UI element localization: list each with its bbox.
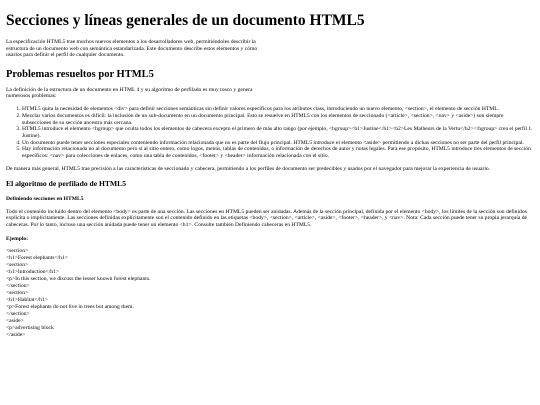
defining-sections-paragraph: Todo el contenido incluido dentro del elemento <body> es parte de una sección. Las secciones en HTML5 pueden ser anidadas. Además de la sección principal, definida por el elemento <body>, los límites de la sección son definidos explícita o implícitamente. Las secciones definidas explícitamente son el contenido definido en las etiquetas <body>, <section>, <article>, <aside>, <footer>, <header>, y <nav>. Nota: Cada sección puede tener su propia jerarquía de cabeceras. Por lo tanto, incluso una sección anidada puede tener un elemento <h1>. Consulte también Definiendo cabeceras en HTML5. (6, 208, 528, 228)
page-title: Secciones y líneas generales de un documento HTML5 (6, 12, 365, 29)
code-line: <p>Forest elephants do not live in trees but among them. (6, 303, 134, 310)
list-item: 1. HTML5 quita la necesidad de elementos <div> para definir secciones semánticas sin definir valores específicos para los atributos class, introduciendo un nuevo elemento, <section>, el elemento de sección HTML. (22, 106, 534, 113)
code-line: <h1>Introduction</h1> (6, 269, 60, 276)
code-line: <aside> (6, 317, 24, 324)
list-item: 3. HTML5 introduce el elemento <hgroup> que oculta todos los elementos de cabecera excepto el primero de más alto rango (por ejemplo, <hgroup><h1>Justine</h1><h2>Les Malheurs de la Vertu</h2></hgroup> crea el perfil 1. Justine). (22, 126, 534, 139)
code-line: <h1>Forest elephants</h1> (6, 255, 68, 262)
intro-paragraph: La especificación HTML5 trae muchos nuevos elementos a los desarrolladores web, permitiéndoles describir la estructura de un documento web con semántica estandarizada. Este documento describe estos elementos y cómo usarlos para definir el perfil de cualquier documento. (6, 39, 258, 59)
code-line: </section> (6, 283, 30, 290)
example-label: Ejemplo: (6, 235, 29, 242)
algorithm-heading: El algoritmo de perfilado de HTML5 (6, 179, 127, 189)
list-item: 5. Hay información relacionada no al documento pero sí al sitio entero, como logos, menús, tablas de contenidos, o información de derechos de autor y notas legales. Para ese propósito, HTML5 introduce tres elementos de sección específicos: <nav> para colecciones de enlaces, como una tabla de contenidos, <footer> y <header> información relacionada con el sitio. (22, 146, 534, 159)
list-item: 4. Un documento puede tener secciones especiales conteniendo información relacionada que no es parte del flujo principal. HTML5 introduce el elemento <aside> permitiendo a dichas secciones no ser parte del perfil principal. (22, 140, 534, 147)
code-line: </section> (6, 310, 30, 317)
problems-intro: La definición de la estructura de un documento en HTML 4 y su algoritmo de perfilado es muy tosco y genera numerosos problemas: (6, 86, 253, 100)
code-line: <section> (6, 262, 29, 269)
code-example (6, 248, 534, 339)
code-line: <p>In this section, we discuss the lesser known forest elephants. (6, 276, 151, 283)
problems-list (6, 106, 534, 160)
list-item: 2. Mezclar varios documentos es difícil: la inclusión de un sub-documento en un documento principal. Esto se resuelve en HTML5 con los elementos de seccionado (<article>, <section>, <nav> y <aside>) son siempre subsecciones de su sección ancestra más cercana. (22, 113, 534, 126)
code-line: <h1>Habitat</h1> (6, 297, 48, 303)
problems-conclusion: De manera más general, HTML5 trae precisión a las características de seccionado y cabecera, permitiendo a los perfiles de documento ser predecibles y usados por el navegador para mejorar la experiencia de usuario. (6, 165, 491, 172)
code-line: </aside> (6, 331, 26, 338)
code-line: <section> (6, 248, 29, 255)
problems-heading: Problemas resueltos por HTML5 (6, 69, 154, 81)
defining-sections-heading: Definiendo secciones en HTML5 (6, 196, 84, 203)
code-line: <section> (6, 290, 29, 297)
code-line: <p>advertising block (6, 324, 54, 331)
